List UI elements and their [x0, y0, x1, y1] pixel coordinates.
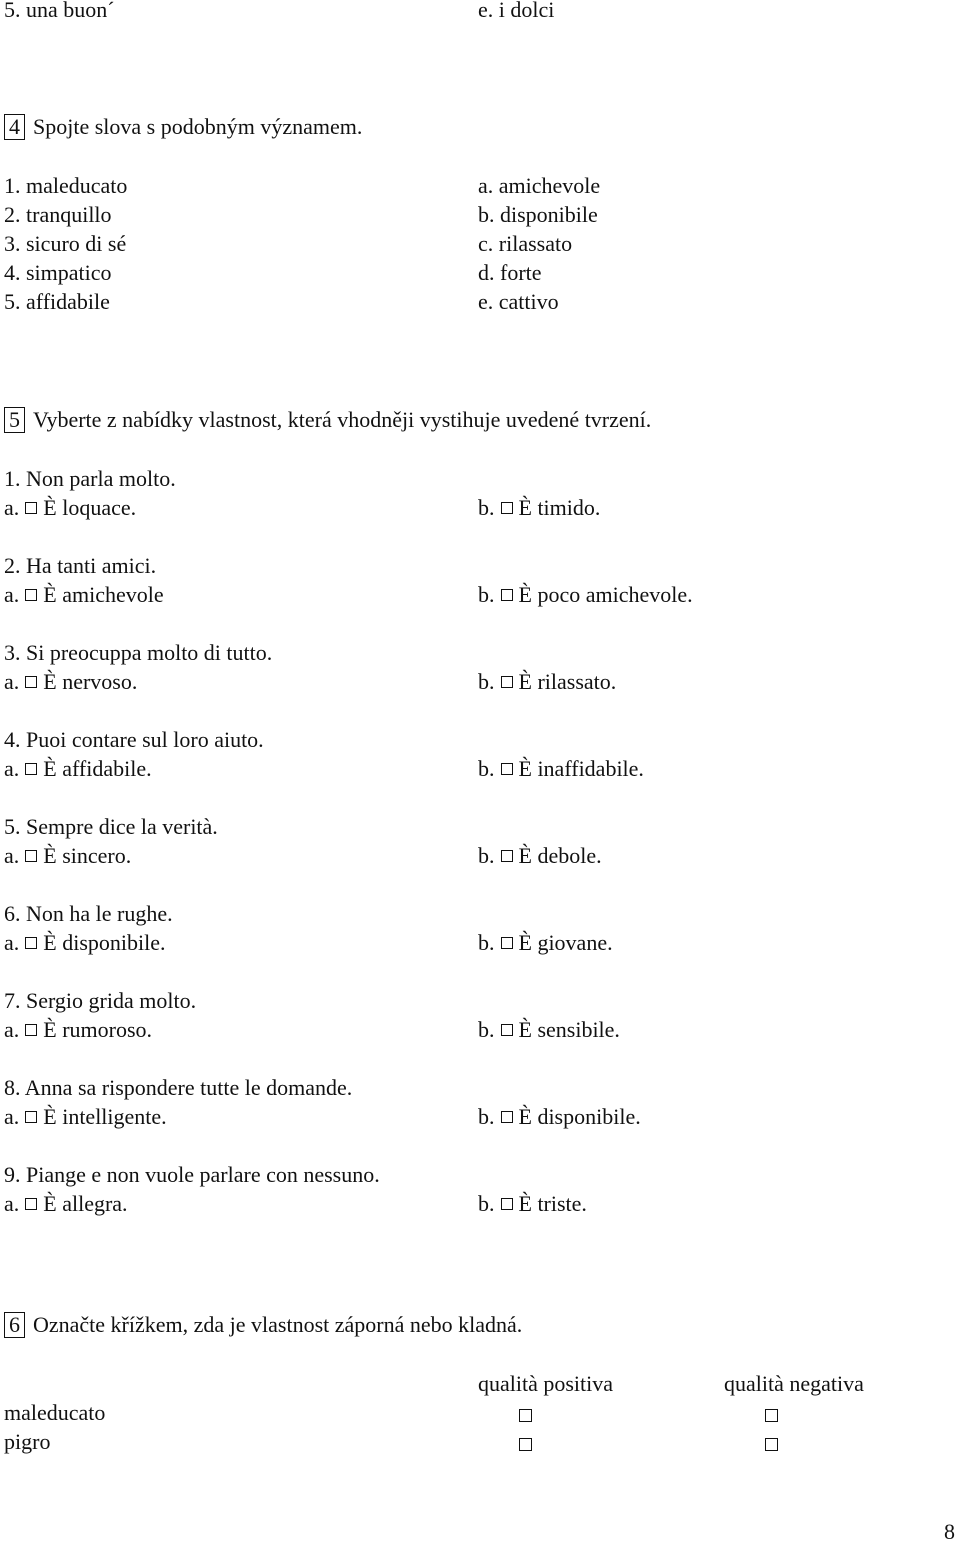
ex4-instruction: Spojte slova s podobným významem.	[33, 114, 363, 139]
option-letter: a.	[4, 843, 20, 868]
option-letter: b.	[478, 843, 495, 868]
checkbox[interactable]	[25, 937, 37, 949]
page-number: 8	[944, 1519, 955, 1544]
option-text: È poco amichevole.	[518, 582, 693, 607]
option-letter: b.	[478, 1191, 495, 1216]
option-letter: b.	[478, 1017, 495, 1042]
option-letter: a.	[4, 495, 20, 520]
option-text: È nervoso.	[43, 669, 138, 694]
ex5-question: 6. Non ha le rughe.	[4, 901, 173, 926]
option-text: È loquace.	[43, 495, 137, 520]
option-letter: a.	[4, 1104, 20, 1129]
ex5-question: 5. Sempre dice la verità.	[4, 814, 218, 839]
option-text: È rumoroso.	[43, 1017, 153, 1042]
ex5-instruction: Vyberte z nabídky vlastnost, která vhodněji vystihuje uvedené tvrzení.	[33, 407, 652, 432]
ex4-right-item: a. amichevole	[478, 173, 601, 198]
option-text: È intelligente.	[43, 1104, 167, 1129]
ex5-option-a[interactable]	[4, 1190, 128, 1218]
option-text: È rilassato.	[518, 669, 617, 694]
checkbox[interactable]	[501, 589, 513, 601]
ex4-right-item: e. cattivo	[478, 289, 559, 314]
ex4-right-item: c. rilassato	[478, 231, 573, 256]
checkbox[interactable]	[25, 1024, 37, 1036]
checkbox[interactable]	[25, 763, 37, 775]
option-text: È disponibile.	[518, 1104, 641, 1129]
ex4-left-item: 5. affidabile	[4, 289, 110, 314]
checkbox[interactable]	[25, 589, 37, 601]
ex5-option-a[interactable]	[4, 755, 152, 783]
option-letter: a.	[4, 1017, 20, 1042]
ex5-option-b[interactable]	[478, 1103, 641, 1131]
option-letter: a.	[4, 930, 20, 955]
ex5-option-b[interactable]	[478, 842, 602, 870]
option-letter: a.	[4, 582, 20, 607]
checkbox-positive[interactable]	[519, 1409, 532, 1422]
option-text: È inaffidabile.	[518, 756, 644, 781]
top-line-right: e. i dolci	[478, 0, 555, 22]
ex5-question: 8. Anna sa rispondere tutte le domande.	[4, 1075, 353, 1100]
option-text: È amichevole	[43, 582, 164, 607]
option-text: È triste.	[518, 1191, 587, 1216]
ex6-col-negative: qualità negativa	[724, 1371, 864, 1396]
top-line-left: 5. una buon´	[4, 0, 115, 22]
option-letter: b.	[478, 669, 495, 694]
ex5-option-b[interactable]	[478, 581, 693, 609]
option-text: È sensibile.	[518, 1017, 620, 1042]
checkbox[interactable]	[501, 676, 513, 688]
ex5-question: 9. Piange e non vuole parlare con nessuno.	[4, 1162, 380, 1187]
checkbox[interactable]	[25, 676, 37, 688]
ex5-option-b[interactable]	[478, 1016, 620, 1044]
ex5-option-b[interactable]	[478, 494, 600, 522]
ex6-row-label: maleducato	[4, 1400, 106, 1425]
option-letter: b.	[478, 495, 495, 520]
checkbox[interactable]	[25, 1111, 37, 1123]
ex4-left-item: 3. sicuro di sé	[4, 231, 127, 256]
checkbox-negative[interactable]	[765, 1409, 778, 1422]
ex6-heading	[4, 1311, 522, 1339]
checkbox[interactable]	[501, 937, 513, 949]
ex5-question: 7. Sergio grida molto.	[4, 988, 197, 1013]
option-text: È disponibile.	[43, 930, 166, 955]
checkbox[interactable]	[501, 1111, 513, 1123]
checkbox[interactable]	[501, 850, 513, 862]
ex5-question: 3. Si preocuppa molto di tutto.	[4, 640, 273, 665]
ex6-number-box: 6	[4, 1312, 25, 1338]
ex5-option-b[interactable]	[478, 929, 613, 957]
ex4-left-item: 1. maleducato	[4, 173, 128, 198]
ex5-number-box: 5	[4, 407, 25, 433]
ex5-question: 2. Ha tanti amici.	[4, 553, 157, 578]
ex5-option-b[interactable]	[478, 668, 616, 696]
ex4-left-item: 2. tranquillo	[4, 202, 112, 227]
ex5-option-a[interactable]	[4, 1103, 167, 1131]
ex4-right-item: b. disponibile	[478, 202, 598, 227]
option-letter: b.	[478, 756, 495, 781]
checkbox-negative[interactable]	[765, 1438, 778, 1451]
ex4-left-item: 4. simpatico	[4, 260, 112, 285]
option-text: È affidabile.	[43, 756, 152, 781]
ex5-question: 4. Puoi contare sul loro aiuto.	[4, 727, 264, 752]
checkbox[interactable]	[25, 850, 37, 862]
ex5-option-a[interactable]	[4, 929, 165, 957]
ex5-option-a[interactable]	[4, 668, 137, 696]
option-letter: a.	[4, 1191, 20, 1216]
option-text: È allegra.	[43, 1191, 128, 1216]
ex5-option-a[interactable]	[4, 581, 164, 609]
ex5-heading	[4, 406, 651, 434]
option-letter: a.	[4, 669, 20, 694]
ex5-question: 1. Non parla molto.	[4, 466, 176, 491]
checkbox[interactable]	[25, 502, 37, 514]
option-text: È timido.	[518, 495, 601, 520]
ex6-col-positive: qualità positiva	[478, 1371, 614, 1396]
ex5-option-a[interactable]	[4, 494, 136, 522]
ex4-heading	[4, 113, 362, 141]
ex6-row-label: pigro	[4, 1429, 51, 1454]
ex6-instruction: Označte křížkem, zda je vlastnost záporná nebo kladná.	[33, 1312, 523, 1337]
ex5-option-b[interactable]	[478, 755, 644, 783]
option-letter: a.	[4, 756, 20, 781]
checkbox[interactable]	[501, 763, 513, 775]
checkbox[interactable]	[501, 1198, 513, 1210]
ex5-option-b[interactable]	[478, 1190, 587, 1218]
option-text: È giovane.	[518, 930, 613, 955]
checkbox[interactable]	[501, 1024, 513, 1036]
ex5-option-a[interactable]	[4, 842, 131, 870]
option-text: È sincero.	[43, 843, 132, 868]
ex4-right-item: d. forte	[478, 260, 542, 285]
option-text: È debole.	[518, 843, 602, 868]
checkbox-positive[interactable]	[519, 1438, 532, 1451]
checkbox[interactable]	[501, 502, 513, 514]
checkbox[interactable]	[25, 1198, 37, 1210]
option-letter: b.	[478, 582, 495, 607]
ex4-number-box: 4	[4, 114, 25, 140]
ex5-option-a[interactable]	[4, 1016, 152, 1044]
option-letter: b.	[478, 1104, 495, 1129]
option-letter: b.	[478, 930, 495, 955]
